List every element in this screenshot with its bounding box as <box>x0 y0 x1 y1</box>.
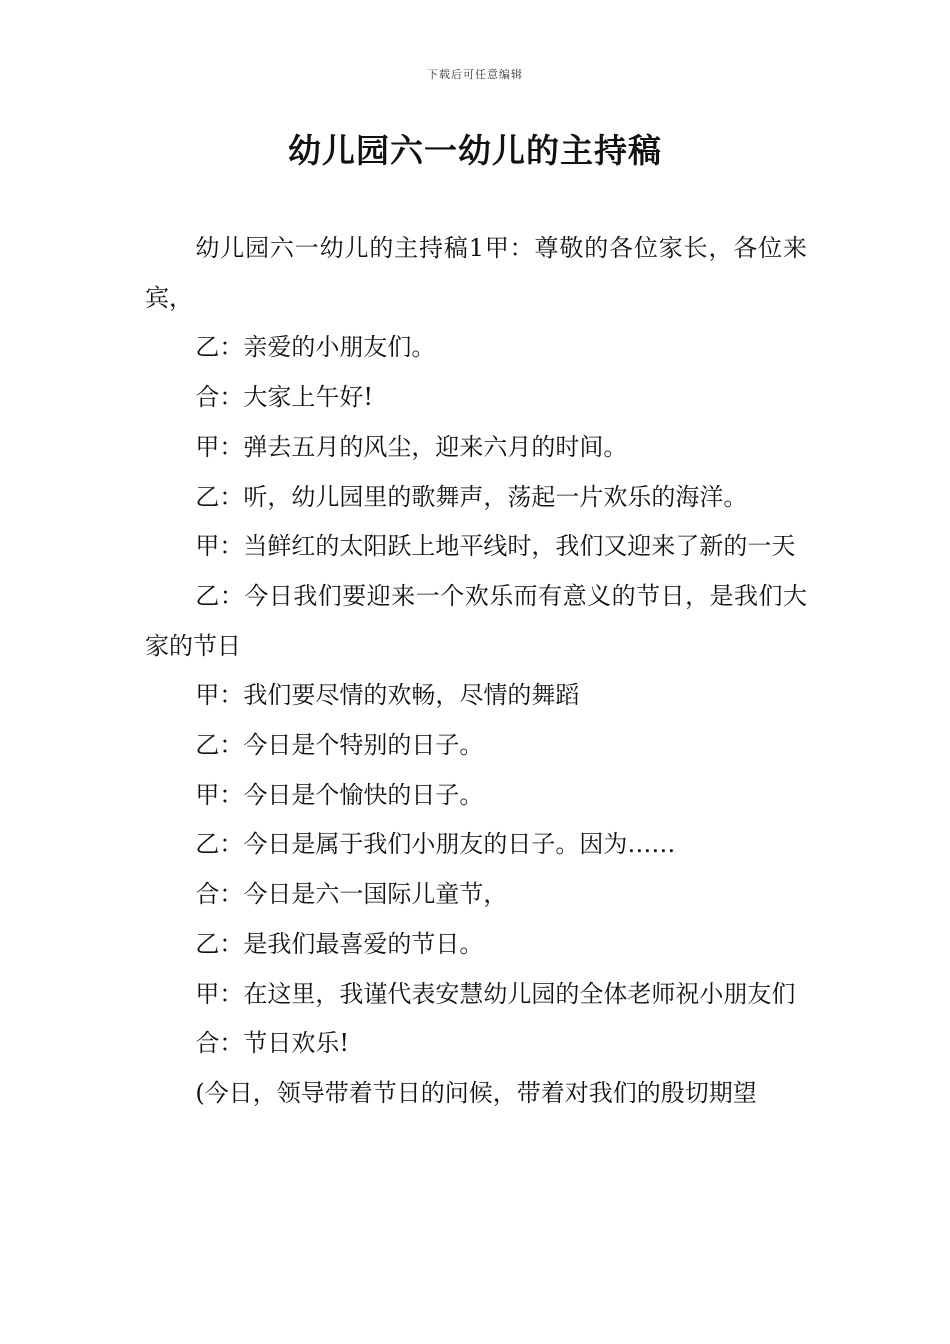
paragraph: 合：大家上午好! <box>195 383 374 412</box>
header-note: 下载后可任意编辑 <box>427 68 523 81</box>
paragraph: 乙：听，幼儿园里的歌舞声，荡起一片欢乐的海洋。 <box>195 482 748 511</box>
paragraph: 甲：当鲜红的太阳跃上地平线时，我们又迎来了新的一天 <box>195 532 796 561</box>
paragraph: 乙：今日是属于我们小朋友的日子。因为…… <box>195 830 676 859</box>
paragraph: 甲：我们要尽情的欢畅，尽情的舞蹈 <box>195 681 580 710</box>
paragraph: 乙：亲爱的小朋友们。 <box>195 333 436 362</box>
document-body <box>145 224 807 1119</box>
paragraph: 乙：今日我们要迎来一个欢乐而有意义的节日，是我们大家的节日 <box>145 581 807 660</box>
paragraph: 甲：在这里，我谨代表安慧幼儿园的全体老师祝小朋友们 <box>195 979 796 1008</box>
document-title: 幼儿园六一幼儿的主持稿 <box>288 131 662 170</box>
paragraph: 乙：今日是个特别的日子。 <box>195 731 484 760</box>
paragraph: 合：节日欢乐! <box>195 1029 350 1058</box>
paragraph: (今日，领导带着节日的问候，带着对我们的殷切期望 <box>195 1078 757 1107</box>
paragraph: 合：今日是六一国际儿童节， <box>195 880 508 909</box>
paragraph: 甲：弹去五月的风尘，迎来六月的时间。 <box>195 432 628 461</box>
paragraph: 甲：今日是个愉快的日子。 <box>195 780 484 809</box>
paragraph: 幼儿园六一幼儿的主持稿1甲：尊敬的各位家长，各位来宾， <box>145 234 807 312</box>
paragraph: 乙：是我们最喜爱的节日。 <box>195 929 484 958</box>
